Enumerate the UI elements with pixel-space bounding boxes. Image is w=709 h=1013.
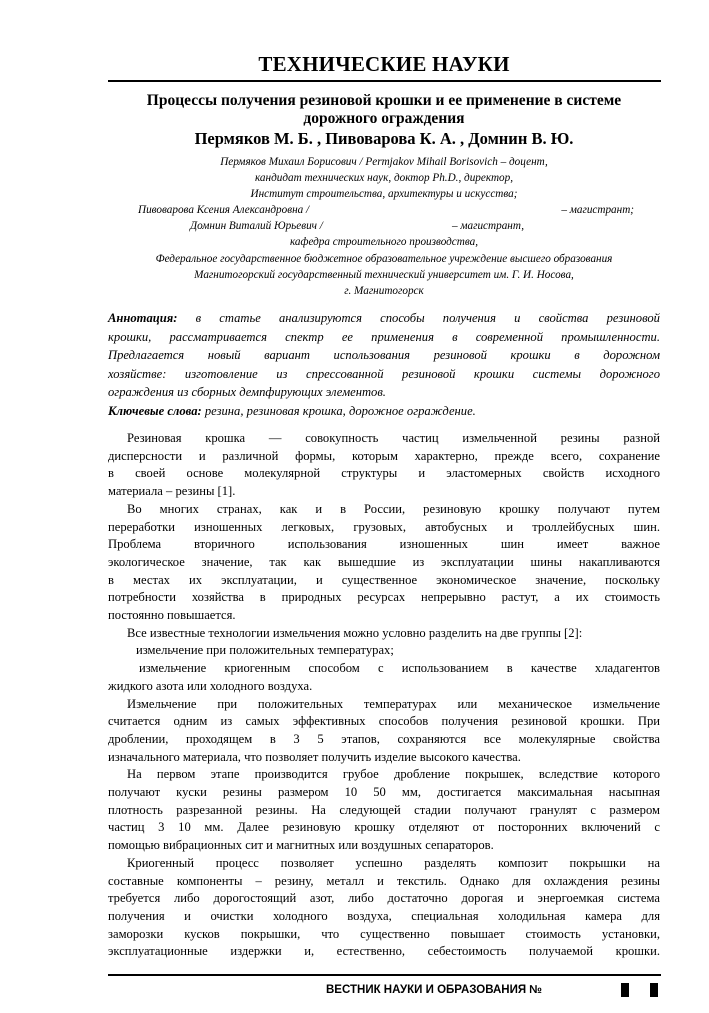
- body-line: эксплуатационные издержки и, естественно, себестоимость получаемой крошки.: [108, 944, 660, 959]
- list-item: измельчение при положительных температурах;: [136, 643, 394, 658]
- body-line: дроблении, проходящем в 3 5 этапов, сохраняются все молекулярные свойства: [108, 731, 660, 746]
- body-line: составные компоненты – резину, металл и текстиль. Однако для охлаждения резины: [108, 873, 660, 888]
- affiliation-line: [104, 218, 664, 234]
- body-line: требуется либо дорогостоящий азот, либо достаточно дорогая и энергоемкая система: [108, 891, 660, 906]
- keywords-text: резина, резиновая крошка, дорожное ограждение.: [204, 403, 476, 418]
- body-line: Во многих странах, как и в России, резиновую крошку получают путем: [127, 501, 660, 516]
- body-line: заморозки кусков покрышки, что существенно повышает стоимость установки,: [108, 926, 660, 941]
- footer-square-mark: [650, 983, 658, 997]
- body-line: в своей основе молекулярной структуры и эластомерных свойств исходного: [108, 466, 660, 481]
- body-line: плотность разрезанной резины. На следующей стадии получают гранулят с размером: [108, 802, 660, 817]
- body-line: Измельчение при положительных температурах или механическое измельчение: [127, 696, 660, 711]
- authors-line: Пермяков М. Б. , Пивоварова К. А. , Домнин В. Ю.: [194, 129, 574, 148]
- affiliation-line: Магнитогорский государственный технический университет им. Г. И. Носова,: [194, 268, 574, 281]
- abstract-label: Аннотация:: [108, 311, 178, 325]
- affiliation-author-role: – магистрант,: [451, 220, 524, 233]
- affiliation-author-name: Домнин Виталий Юрьевич /: [190, 220, 323, 233]
- affiliation-line: кафедра строительного производства,: [289, 236, 479, 249]
- keywords-line: [108, 402, 660, 421]
- keywords-label: Ключевые слова:: [108, 403, 202, 418]
- body-line: постоянно повышается.: [108, 608, 236, 623]
- abstract-line: крошки, рассматривается спектр ее применения в современной промышленности.: [108, 329, 660, 344]
- abstract-text: в статье анализируются способы получения и свойства резиновой: [195, 311, 660, 325]
- affiliation-line: Федеральное государственное бюджетное образовательное учреждение высшего образования: [155, 252, 613, 265]
- footer-square-mark: [621, 983, 629, 997]
- abstract-line: хозяйстве: изготовление из спрессованной резиновой крошки системы дорожного: [108, 366, 660, 381]
- body-line: частиц 3 10 мм. Далее резиновую крошку отделяют от посторонних включений с: [108, 820, 660, 835]
- abstract-line: [108, 309, 660, 328]
- affiliation-line: Институт строительства, архитектуры и искусства;: [250, 188, 518, 201]
- body-line: жидкого азота или холодного воздуха.: [108, 678, 313, 693]
- body-line: считается одним из самых эффективных способов получения резиновой крошки. При: [108, 714, 660, 729]
- body-line: Проблема вторичного использования изношенных шин имеет важное: [108, 537, 660, 552]
- header-rule: [108, 80, 661, 82]
- body-line: получения и очистки холодного воздуха, специальная холодильная камера для: [108, 908, 660, 923]
- body-line: получают куски резины размером 10 50 мм, достигается максимальная насыпная: [108, 785, 660, 800]
- body-line: Резиновая крошка — совокупность частиц измельченной резины разной: [127, 431, 660, 445]
- affiliation-author-name: Пивоварова Ксения Александровна /: [138, 204, 310, 217]
- article-title: [108, 92, 660, 128]
- article-title-line-2: дорожного ограждения: [303, 110, 465, 127]
- body-line: изначального материала, что позволяет получить изделие высокого качества.: [108, 749, 521, 764]
- body-line: потребности хозяйства в природных ресурсах непрерывно растут, а их стоимость: [108, 590, 660, 605]
- article-title-line-1: Процессы получения резиновой крошки и ее применение в системе: [146, 92, 622, 109]
- body-line: в местах их эксплуатации, и существенное экономическое значение, поскольку: [108, 572, 660, 587]
- section-title: ТЕХНИЧЕСКИЕ НАУКИ: [258, 52, 510, 76]
- author-affiliations: [104, 154, 664, 299]
- body-line: помощью вибрационных сит и магнитных или воздушных сепараторов.: [108, 838, 494, 853]
- body-line: экологическое значение, так как вышедшие из эксплуатации шины накапливаются: [108, 554, 660, 569]
- abstract: [108, 309, 660, 421]
- body-line: Все известные технологии измельчения можно условно разделить на две группы [2]:: [127, 625, 583, 640]
- article-body: [108, 430, 660, 961]
- body-line: дисперсности и различной формы, которым характерно, прежде всего, сохранение: [108, 448, 660, 463]
- body-line: материала – резины [1].: [108, 484, 236, 499]
- body-line: Криогенный процесс позволяет успешно разделять композит покрышки на: [127, 855, 660, 870]
- abstract-line: Предлагается новый вариант использования резиновой крошки в дорожном: [108, 348, 660, 363]
- affiliation-line: Пермяков Михаил Борисович / Permjakov Mihail Borisovich – доцент,: [220, 156, 548, 168]
- footer-journal-title: ВЕСТНИК НАУКИ И ОБРАЗОВАНИЯ №: [326, 984, 543, 996]
- affiliation-author-role: – магистрант;: [561, 204, 634, 217]
- body-line: На первом этапе производится грубое дробление покрышек, вследствие которого: [127, 767, 660, 782]
- abstract-line: ограждения из сборных демпфирующих элементов.: [108, 385, 386, 400]
- affiliation-line: [104, 202, 664, 218]
- affiliation-line: г. Магнитогорск: [344, 284, 424, 297]
- affiliation-line: кандидат технических наук, доктор Ph.D., директор,: [254, 172, 514, 185]
- body-line: переработки изношенных легковых, грузовых, автобусных и троллейбусных шин.: [108, 519, 660, 534]
- footer-rule: [108, 974, 661, 976]
- list-item: измельчение криогенным способом с использованием в качестве хладагентов: [139, 661, 660, 676]
